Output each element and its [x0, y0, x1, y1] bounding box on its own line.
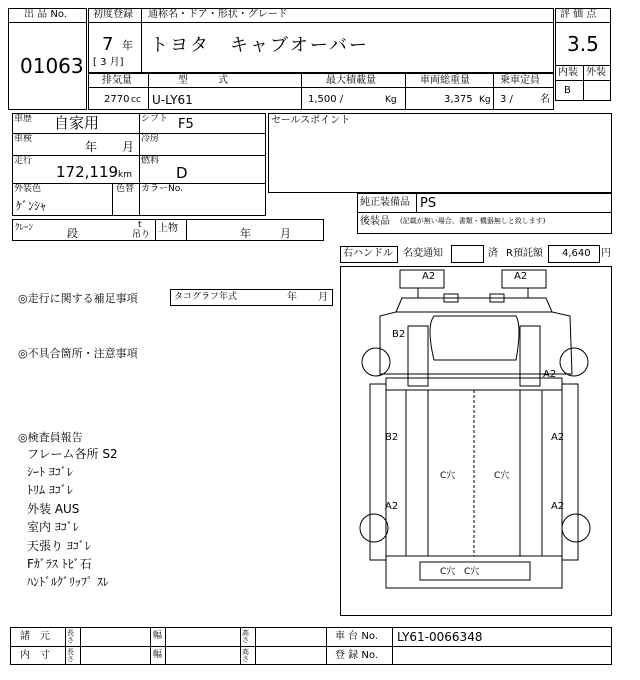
inner-length-label: 長さ [67, 648, 74, 663]
upper-body-label: 上物 [158, 223, 178, 234]
mark-side-left-mid: B2 [385, 432, 399, 443]
mark-side-left-low: A2 [385, 501, 399, 512]
displacement: 2770 [104, 94, 130, 105]
registration-no-label: 登 録 No. [335, 650, 378, 661]
color-label: 外装色 [14, 184, 42, 194]
mark-rear-left: C穴 [440, 567, 456, 577]
name-change-box [451, 245, 484, 263]
max-load-label: 最大積載量 [326, 75, 376, 86]
interior-grade-label: 内装 [558, 67, 578, 78]
inspector-item: ﾊﾝﾄﾞﾙｸﾞﾘｯﾌﾟ ｽﾚ [27, 575, 109, 589]
dims-label: 諸 元 [20, 631, 50, 642]
inspector-item: 外装 AUS [27, 502, 80, 516]
crane-label: ｸﾚｰﾝ [15, 223, 34, 233]
inspection-label: 車検 [14, 134, 33, 144]
model-name: トヨタ キャブオーバー [150, 35, 369, 56]
recycle-label: 済 [488, 248, 498, 259]
name-change-label: 名変通知 [403, 248, 443, 259]
first-registration-label: 初度登録 [93, 9, 133, 20]
crane-t-label: t [138, 220, 142, 230]
inspector-report-label: ◎検査員報告 [18, 431, 83, 444]
model-label: 通称名・ドア・形状・グレード [148, 9, 288, 20]
defects-label: ◎不具合箇所・注意事項 [18, 347, 138, 360]
aftermarket-label: 後装品 [360, 216, 390, 227]
tachograph-month: 月 [318, 292, 328, 303]
mark-top-right: A2 [514, 271, 528, 282]
inspection-year: 年 [85, 140, 98, 154]
fuel-label: 燃料 [141, 156, 160, 166]
capacity-label: 乗車定員 [500, 75, 540, 86]
max-load: 1,500 / [308, 94, 344, 105]
model-code-label: 型 式 [178, 75, 228, 86]
mark-rear-right: C穴 [464, 567, 480, 577]
mark-top-left: A2 [422, 271, 436, 282]
crane-lift-label: 吊り [132, 230, 151, 240]
grade-value: 3.5 [567, 32, 599, 56]
color-code-label: カラーNo. [141, 184, 183, 194]
interior-grade: B [564, 85, 571, 96]
tachograph-year: 年 [287, 292, 297, 303]
upper-body-month: 月 [280, 227, 291, 240]
mark-floor-left: C穴 [440, 471, 456, 481]
shift-label: シフト [141, 114, 169, 124]
genuine-equipment-label: 純正装備品 [360, 197, 410, 208]
capacity-unit: 名 [540, 94, 550, 105]
sales-point-label: セールスポイント [271, 115, 351, 126]
inspector-item: Fｶﾞﾗｽ ﾄﾋﾞ石 [27, 557, 92, 571]
gross-weight-unit: Kg [479, 95, 491, 105]
inner-height-label: 高さ [242, 648, 249, 663]
inspector-item: フレーム各所 S2 [27, 447, 118, 461]
history-label: 車歴 [14, 114, 33, 124]
recycle-deposit-label: R預託額 [506, 248, 543, 259]
mileage-unit: km [118, 170, 132, 180]
width-label: 幅 [153, 631, 163, 641]
inspector-item: 天張り ﾖｺﾞﾚ [27, 539, 91, 553]
steering: 右ハンドル [343, 248, 393, 259]
color-change-label: 色替 [116, 184, 135, 194]
mark-side-right-mid: A2 [551, 432, 565, 443]
ac-label: 冷房 [141, 134, 160, 144]
shift: F5 [178, 117, 194, 132]
gross-weight: 3,375 [444, 94, 473, 105]
model-code: U-LY61 [152, 93, 193, 107]
color: ｹﾞﾝｼｬ [16, 199, 47, 213]
inspection-month: 月 [122, 140, 135, 154]
exterior-grade-label: 外装 [586, 67, 606, 78]
inner-width-label: 幅 [153, 650, 163, 660]
inner-dims-label: 内 寸 [20, 650, 50, 661]
truck-diagram [340, 266, 612, 616]
gross-weight-label: 車両総重量 [420, 75, 470, 86]
chassis-no-label: 車 台 No. [335, 631, 378, 642]
inspector-item: 室内 ﾖｺﾞﾚ [27, 520, 79, 534]
first-registration-month: [ 3 月] [93, 57, 124, 68]
year-unit: 年 [122, 39, 133, 52]
mark-cab-right: A2 [543, 369, 557, 380]
upper-body-year: 年 [240, 227, 251, 240]
displacement-unit: cc [131, 95, 141, 105]
aftermarket-note: (記載が無い場合、書類・機器無しと致します) [400, 217, 546, 225]
displacement-label: 排気量 [102, 75, 132, 86]
mark-floor-right: C穴 [494, 471, 510, 481]
mileage: 172,119 [56, 163, 119, 181]
recycle-deposit: 4,640 [562, 248, 591, 259]
recycle-unit: 円 [601, 248, 611, 259]
grade-label: 評 価 点 [560, 9, 597, 20]
inspector-item: ﾄﾘﾑ ﾖｺﾞﾚ [27, 483, 73, 497]
capacity: 3 / [500, 94, 513, 105]
first-registration-year: 7 [102, 34, 114, 55]
mark-cab-left: B2 [392, 329, 406, 340]
length-label: 長さ [67, 629, 74, 644]
lot-number-label: 出 品 No. [24, 9, 67, 20]
history: 自家用 [54, 114, 100, 132]
inspector-item: ｼｰﾄ ﾖｺﾞﾚ [27, 465, 73, 479]
crane-stage-label: 段 [67, 227, 78, 240]
chassis-no: LY61-0066348 [397, 630, 483, 644]
driving-notes-label: ◎走行に関する補足事項 [18, 292, 138, 305]
fuel: D [176, 164, 188, 182]
genuine-equipment: PS [420, 196, 437, 211]
mileage-label: 走行 [14, 156, 33, 166]
max-load-unit: Kg [385, 95, 397, 105]
height-label: 高さ [242, 629, 249, 644]
lot-number: 01063 [20, 54, 84, 78]
tachograph-label: タコグラフ年式 [174, 292, 238, 302]
mark-side-right-low: A2 [551, 501, 565, 512]
